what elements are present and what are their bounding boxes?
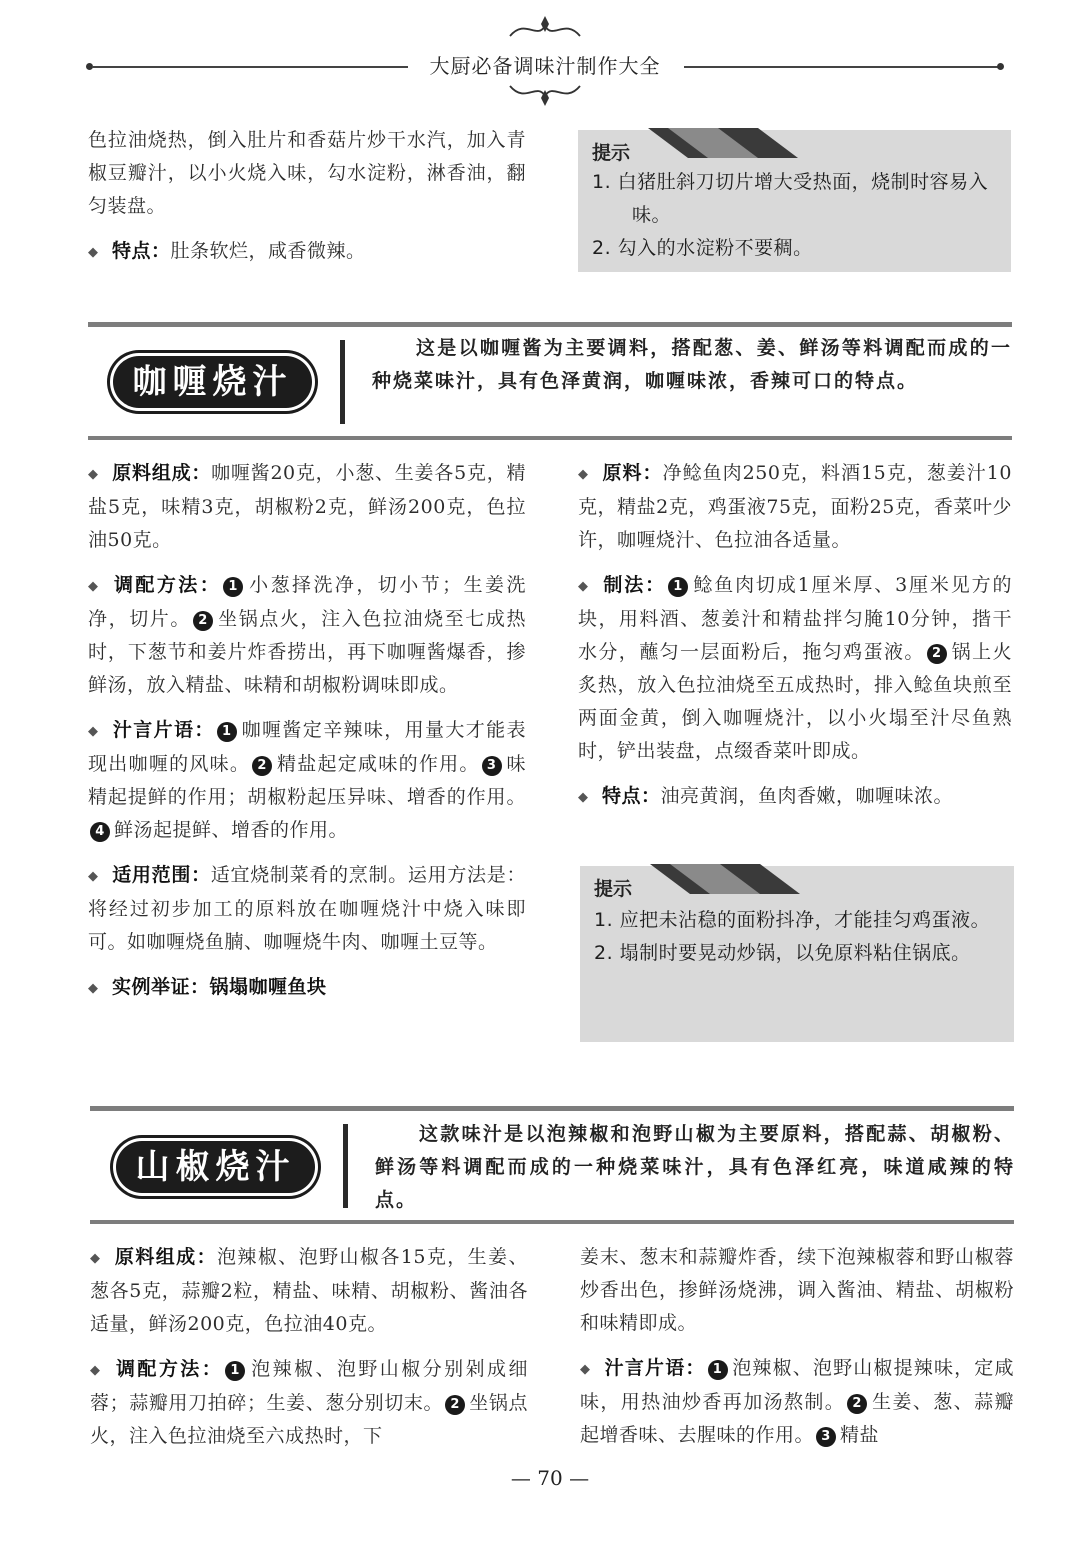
section-2-bottom-band xyxy=(90,1220,1014,1224)
step-3-icon: 3 xyxy=(816,1427,836,1447)
step-2-icon: 2 xyxy=(847,1394,867,1414)
tip-2-items xyxy=(594,904,1004,970)
bullet-icon: ◆ xyxy=(580,1362,591,1377)
s2-notes-label: 汁言片语： xyxy=(604,1357,706,1379)
bullet-icon: ◆ xyxy=(88,467,99,482)
s2-method-1: 泡辣椒、泡野山椒分别剁成细蓉；蒜瓣用刀拍碎；生姜、葱分别切末。 xyxy=(90,1358,528,1414)
s2-ingredients xyxy=(90,1241,528,1341)
s1r-feature-text: 油亮黄润，鱼肉香嫩，咖喱味浓。 xyxy=(660,785,954,807)
section-1-right-column xyxy=(578,457,1012,814)
s1-example-text: 锅塌咖喱鱼块 xyxy=(209,976,327,998)
s1-notes-3: 味精起提鲜的作用；胡椒粉起压异味、增香的作用。 xyxy=(88,753,526,808)
bullet-icon: ◆ xyxy=(88,245,99,260)
section-2-left-column xyxy=(90,1241,528,1453)
step-1-icon: 1 xyxy=(668,577,688,597)
s1-scope-text: 适宜烧制菜肴的烹制。运用方法是：将经过初步加工的原料放在咖喱烧汁中烧入味即可。如咖喱烧鱼腩、咖喱烧牛肉、咖喱土豆等。 xyxy=(88,864,526,953)
s2-method xyxy=(90,1353,528,1453)
running-header-title: 大厨必备调味汁制作大全 xyxy=(429,54,661,78)
s1-notes xyxy=(88,714,526,847)
section-2-intro: 这款味汁是以泡辣椒和泡野山椒为主要原料，搭配蒜、胡椒粉、鲜汤等料调配而成的一种烧菜味汁，具有色泽红亮，味道咸辣的特点。 xyxy=(375,1123,1015,1211)
step-3-icon: 3 xyxy=(482,756,502,776)
header-ornament-top xyxy=(505,14,585,42)
bullet-icon: ◆ xyxy=(88,869,99,884)
step-2-icon: 2 xyxy=(252,756,272,776)
s1r-make-1: 鲶鱼肉切成1厘米厚、3厘米见方的块，用料酒、葱姜汁和精盐拌匀腌10分钟，揩干水分，蘸匀一层面粉后，拖匀鸡蛋液。 xyxy=(578,574,1012,663)
recipe-continuation-text: 色拉油烧热，倒入肚片和香菇片炒干水汽，加入青椒豆瓣汁，以小火烧入味，勾水淀粉，淋香油，翻匀装盘。 xyxy=(88,129,526,217)
section-2-badge: 山椒烧汁 xyxy=(113,1138,318,1196)
s1-ingredients-text: 咖喱酱20克，小葱、生姜各5克，精盐5克，味精3克，胡椒粉2克，鲜汤200克，色拉油50克。 xyxy=(88,462,526,551)
s1-method xyxy=(88,569,526,702)
s2-method-label: 调配方法： xyxy=(114,1358,224,1380)
step-2-icon: 2 xyxy=(445,1395,465,1415)
s1-method-1: 小葱择洗净，切小节；生姜洗净，切片。 xyxy=(88,574,526,630)
tip-1-title: 提示 xyxy=(592,142,631,164)
section-2-right-column xyxy=(580,1241,1014,1452)
section-1-bottom-band xyxy=(88,436,1012,440)
step-1-icon: 1 xyxy=(225,1361,245,1381)
s1-notes-label: 汁言片语： xyxy=(112,719,215,741)
s1r-feature-label: 特点： xyxy=(602,785,661,807)
s1-scope xyxy=(88,859,526,959)
step-1-icon: 1 xyxy=(708,1360,728,1380)
top-feature-line xyxy=(88,235,526,269)
step-2-icon: 2 xyxy=(193,611,213,631)
tip-2-item-2: 2. 塌制时要晃动炒锅，以免原料粘住锅底。 xyxy=(594,942,971,964)
s1-example xyxy=(88,971,526,1005)
s2-method-continuation: 姜末、葱末和蒜瓣炸香，续下泡辣椒蓉和野山椒蓉炒香出色，掺鲜汤烧沸，调入酱油、精盐、胡椒粉和味精即成。 xyxy=(580,1246,1014,1334)
s1r-make xyxy=(578,569,1012,768)
step-1-icon: 1 xyxy=(223,577,243,597)
s1r-make-label: 制法： xyxy=(602,574,666,596)
s1-ingredients-label: 原料组成： xyxy=(112,462,212,484)
s1-example-label: 实例举证： xyxy=(112,976,210,998)
bullet-icon: ◆ xyxy=(88,724,99,739)
s2-method-2: 坐锅点火，注入色拉油烧至六成热时，下 xyxy=(90,1392,528,1447)
s1-notes-1: 咖喱酱定辛辣味，用量大才能表现出咖喱的风味。 xyxy=(88,719,526,775)
bullet-icon: ◆ xyxy=(578,790,589,805)
s1r-feature xyxy=(578,780,1012,814)
bullet-icon: ◆ xyxy=(90,1363,101,1378)
tip-1-items xyxy=(592,166,1002,265)
s1-notes-4: 鲜汤起提鲜、增香的作用。 xyxy=(114,819,349,841)
section-1-badge: 咖喱烧汁 xyxy=(110,353,315,411)
tip-box-2 xyxy=(580,866,1014,1042)
s2-ingredients-text: 泡辣椒、泡野山椒各15克，生姜、葱各5克，蒜瓣2粒，精盐、味精、胡椒粉、酱油各适量，鲜汤200克，色拉油40克。 xyxy=(90,1246,528,1335)
section-1-left-column xyxy=(88,457,526,1005)
header-rule-right xyxy=(684,66,998,68)
s2-notes-2: 生姜、葱、蒜瓣起增香味、去腥味的作用。 xyxy=(580,1391,1014,1446)
tip-1-item-1: 1. 白猪肚斜刀切片增大受热面，烧制时容易入味。 xyxy=(592,171,989,226)
s1-method-2: 坐锅点火，注入色拉油烧至七成热时，下葱节和姜片炸香捞出，再下咖喱酱爆香，掺鲜汤，放入精盐、味精和胡椒粉调味即成。 xyxy=(88,608,526,696)
s1r-raw-text: 净鲶鱼肉250克，料酒15克，葱姜汁10克，精盐2克，鸡蛋液75克，面粉25克，香菜叶少许，咖喱烧汁、色拉油各适量。 xyxy=(578,462,1012,551)
tip-tab-icon xyxy=(648,128,798,158)
feature-label: 特点： xyxy=(112,240,171,262)
page-number: — 70 — xyxy=(510,1466,590,1490)
s1-scope-label: 适用范围： xyxy=(112,864,211,886)
tip-tab-icon xyxy=(650,864,800,894)
section-1-top-band xyxy=(88,322,1012,327)
step-4-icon: 4 xyxy=(90,822,110,842)
s1-ingredients xyxy=(88,457,526,557)
s1-method-label: 调配方法： xyxy=(112,574,222,596)
feature-text: 肚条软烂，咸香微辣。 xyxy=(170,240,366,262)
bullet-icon: ◆ xyxy=(88,579,99,594)
bullet-icon: ◆ xyxy=(90,1251,101,1266)
s1r-raw-label: 原料： xyxy=(602,462,663,484)
s1r-make-2: 锅上火炙热，放入色拉油烧至五成热时，排入鲶鱼块煎至两面金黄，倒入咖喱烧汁，以小火塌至汁尽鱼熟时，铲出装盘，点缀香菜叶即成。 xyxy=(578,641,1012,762)
bullet-icon: ◆ xyxy=(578,579,589,594)
s1-notes-2: 精盐起定咸味的作用。 xyxy=(276,753,480,775)
header-dot-right xyxy=(997,63,1004,70)
tip-1-item-2: 2. 勾入的水淀粉不要稠。 xyxy=(592,237,813,259)
section-2-top-band xyxy=(90,1106,1014,1111)
tip-box-1 xyxy=(578,130,1011,272)
header-ornament-bottom xyxy=(505,80,585,108)
s2-notes-3: 精盐 xyxy=(840,1424,880,1446)
section-1-divider xyxy=(340,340,345,424)
s2-notes-1: 泡辣椒、泡野山椒提辣味，定咸味，用热油炒香再加汤熬制。 xyxy=(580,1357,1014,1413)
step-1-icon: 1 xyxy=(217,722,237,742)
s2-notes xyxy=(580,1352,1014,1452)
section-2-divider xyxy=(343,1124,348,1208)
s2-ingredients-label: 原料组成： xyxy=(114,1246,217,1268)
top-left-block xyxy=(88,124,526,269)
tip-2-item-1: 1. 应把未沾稳的面粉抖净，才能挂匀鸡蛋液。 xyxy=(594,909,991,931)
step-2-icon: 2 xyxy=(927,644,947,664)
section-1-intro: 这是以咖喱酱为主要调料，搭配葱、姜、鲜汤等料调配而成的一种烧菜味汁，具有色泽黄润，咖喱味浓，香辣可口的特点。 xyxy=(372,337,1012,392)
s1r-raw xyxy=(578,457,1012,557)
bullet-icon: ◆ xyxy=(578,467,589,482)
tip-2-title: 提示 xyxy=(594,878,633,900)
header-rule-left xyxy=(92,66,408,68)
bullet-icon: ◆ xyxy=(88,981,99,996)
